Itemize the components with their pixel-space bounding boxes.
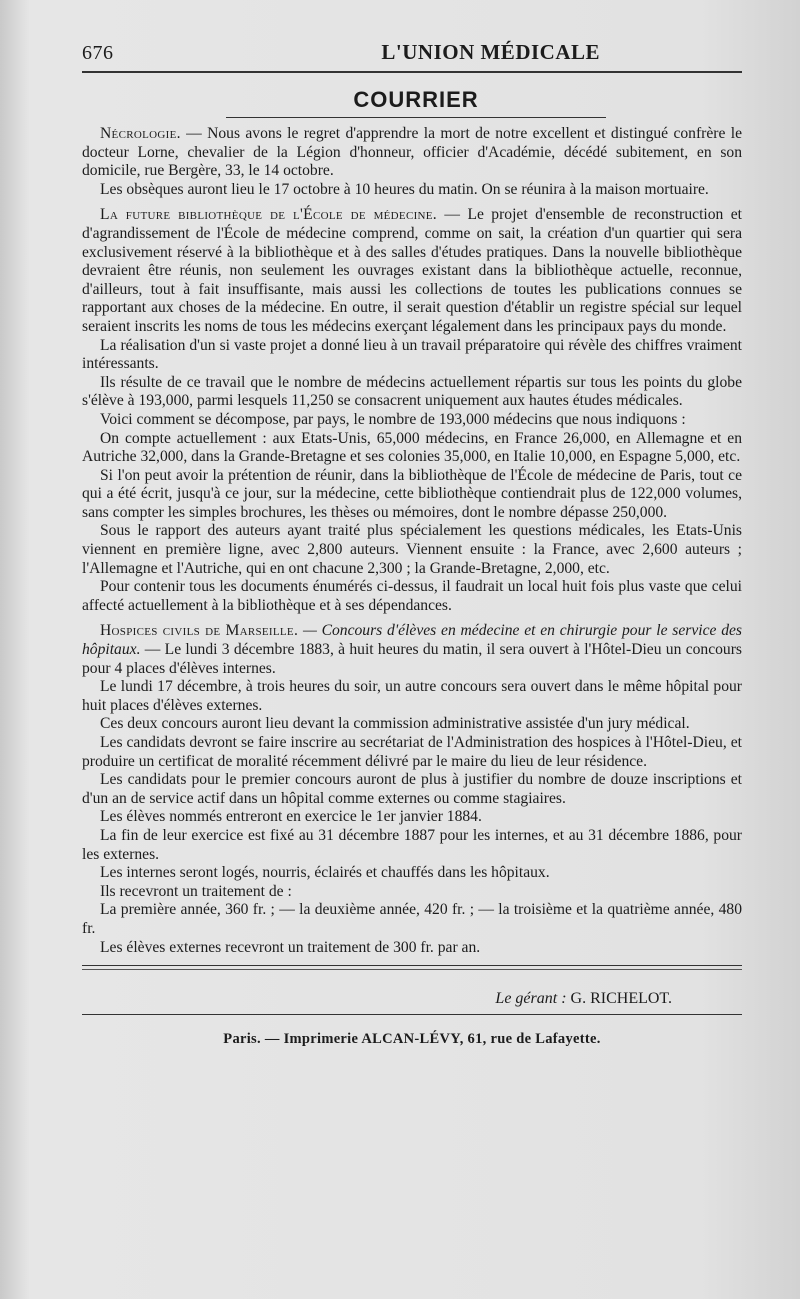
article-body (82, 125, 742, 957)
paragraph-subtitle: — Concours d'élèves en médecine et en chirurgie pour le service des hôpitaux. (82, 622, 743, 659)
end-rules (82, 965, 742, 970)
paragraph (82, 374, 742, 411)
imprint: Paris. — Imprimerie ALCAN-LÉVY, 61, rue de Lafayette. (223, 1031, 601, 1048)
paragraph-text: Voici comment se décompose, par pays, le nombre de 193,000 médecins que nous indiquons : (100, 410, 686, 428)
paragraph-text: Les internes seront logés, nourris, éclairés et chauffés dans les hôpitaux. (100, 864, 550, 882)
paragraph-text: Les candidats pour le premier concours auront de plus à justifier du nombre de douze inscriptions et d'un an de service actif dans un hôpital comme externes ou comme stagiaires. (82, 771, 742, 807)
paragraph-text: Le lundi 17 décembre, à trois heures du soir, un autre concours sera ouvert dans le même hôpital pour huit places d'élèves externes. (82, 678, 742, 714)
paragraph-text: Pour contenir tous les documents énumérés ci-dessus, il faudrait un local huit fois plus vaste que celui affecté actuellement à la bibliothèque et à ses dépendances. (82, 578, 742, 614)
paragraph-lead: La future bibliothèque de l'École de médecine. (100, 206, 438, 224)
paragraph (82, 827, 742, 864)
rule (82, 969, 742, 970)
paragraph (82, 771, 742, 808)
paragraph (82, 181, 742, 200)
paragraph-text: Si l'on peut avoir la prétention de réunir, dans la bibliothèque de l'École de médecine de Paris, tout ce qui a été écrit, jusqu'à ce jour, sur la médecine, cette bibliothèque contiendrait plus de 122,000 volumes, sans compter les simples brochures, les thèses ou mémoires, dont le nombre dépasse 250,000. (82, 466, 742, 521)
paragraph (82, 522, 742, 578)
signature-role: Le gérant : (495, 990, 567, 1008)
paragraph (82, 578, 742, 615)
header-rule (82, 71, 742, 73)
paragraph (82, 411, 742, 430)
paragraph-text: La réalisation d'un si vaste projet a donné lieu à un travail préparatoire qui révèle des chiffres vraiment intéressants. (82, 336, 742, 373)
paragraph-text: Les élèves nommés entreront en exercice le 1er janvier 1884. (100, 808, 482, 826)
paragraph (82, 206, 742, 336)
rule (82, 965, 742, 966)
paragraph (82, 883, 742, 902)
paragraph-text: La fin de leur exercice est fixé au 31 décembre 1887 pour les internes, et au 31 décembre 1886, pour les externes. (82, 826, 742, 863)
paragraph-lead: Hospices civils de Marseille. (100, 622, 299, 640)
paragraph-text: La première année, 360 fr. ; — la deuxième année, 420 fr. ; — la troisième et la quatrième année, 480 fr. (82, 901, 742, 937)
signature (82, 990, 742, 1008)
signature-name: G. RICHELOT. (570, 990, 672, 1008)
paragraph (82, 864, 742, 883)
paragraph-text: Ils recevront un traitement de : (100, 882, 292, 900)
paragraph-text: Sous le rapport des auteurs ayant traité plus spécialement les questions médicales, les Etats-Unis viennent en première ligne, avec 2,800 auteurs. Viennent ensuite : la France, avec 2,600 auteurs ; l'Allemagne et l'Autriche, qui en ont chacune 2,300 ; la Grande-Bretagne, 2,000, etc. (82, 522, 742, 577)
section-rule (226, 117, 606, 118)
paragraph-text: Les candidats devront se faire inscrire au secrétariat de l'Administration des hospices à l'Hôtel-Dieu, et produire un certificat de moralité récemment délivré par le maire du lieu de leur résidence. (82, 734, 742, 770)
signature-rule (82, 1014, 742, 1015)
running-head (82, 40, 750, 65)
paragraph-text: Ils résulte de ce travail que le nombre de médecins actuellement répartis sur tous les points du globe s'élève à 193,000, parmi lesquels 11,250 se consacrent uniquement aux hautes études médicales. (82, 373, 742, 410)
paragraph (82, 622, 742, 678)
paragraph-text: — Nous avons le regret d'apprendre la mort de notre excellent et distingué confrère le docteur Lorne, chevalier de la Légion d'honneur, officier d'Académie, décédé subitement, en son domicile, rue Bergère, 33, le 14 octobre. (82, 125, 742, 180)
paragraph (82, 939, 742, 958)
paragraph (82, 901, 742, 938)
paragraph-lead: Nécrologie. (100, 125, 181, 142)
paragraph-text: Les obsèques auront lieu le 17 octobre à 10 heures du matin. On se réunira à la maison mortuaire. (100, 180, 709, 198)
journal-title: L'UNION MÉDICALE (381, 40, 600, 64)
paragraph-text: — Le projet d'ensemble de reconstruction et d'agrandissement de l'École de médecine comprend, comme on sait, la création d'un quartier qui sera exclusivement réservé à la bibliothèque et à des salles d'études pratiques. Dans la nouvelle bibliothèque devraient être réunis, non seulement les ouvrages existant dans la bibliothèque actuelle, reconnue, d'ailleurs, tout à fait insuffisante, mais aussi les collections de toutes les publications connues se rapportant aux choses de la médecine. En outre, il serait question d'établir un registre spécial sur lequel seraient inscrits les noms de tous les médecins exerçant légalement dans les principaux pays du monde. (82, 206, 742, 335)
paragraph-text: — Le lundi 3 décembre 1883, à huit heures du matin, il sera ouvert à l'Hôtel-Dieu un concours pour 4 places d'élèves internes. (82, 641, 742, 677)
paragraph-text: On compte actuellement : aux Etats-Unis, 65,000 médecins, en France 26,000, en Allemagne et en Autriche 32,000, dans la Grande-Bretagne et ses colonies 35,000, en Italie 10,000, en Espagne 5,000, etc. (82, 429, 742, 466)
paragraph-text: Les élèves externes recevront un traitement de 300 fr. par an. (100, 938, 481, 956)
paragraph (82, 125, 742, 181)
paragraph (82, 715, 742, 734)
paragraph (82, 678, 742, 715)
paragraph (82, 430, 742, 467)
paragraph (82, 808, 742, 827)
paragraph (82, 467, 742, 523)
paragraph (82, 734, 742, 771)
paragraph-text: Ces deux concours auront lieu devant la commission administrative assistée d'un jury médical. (100, 715, 690, 733)
section-title: COURRIER (353, 87, 479, 112)
page-number: 676 (82, 42, 114, 64)
paragraph (82, 337, 742, 374)
